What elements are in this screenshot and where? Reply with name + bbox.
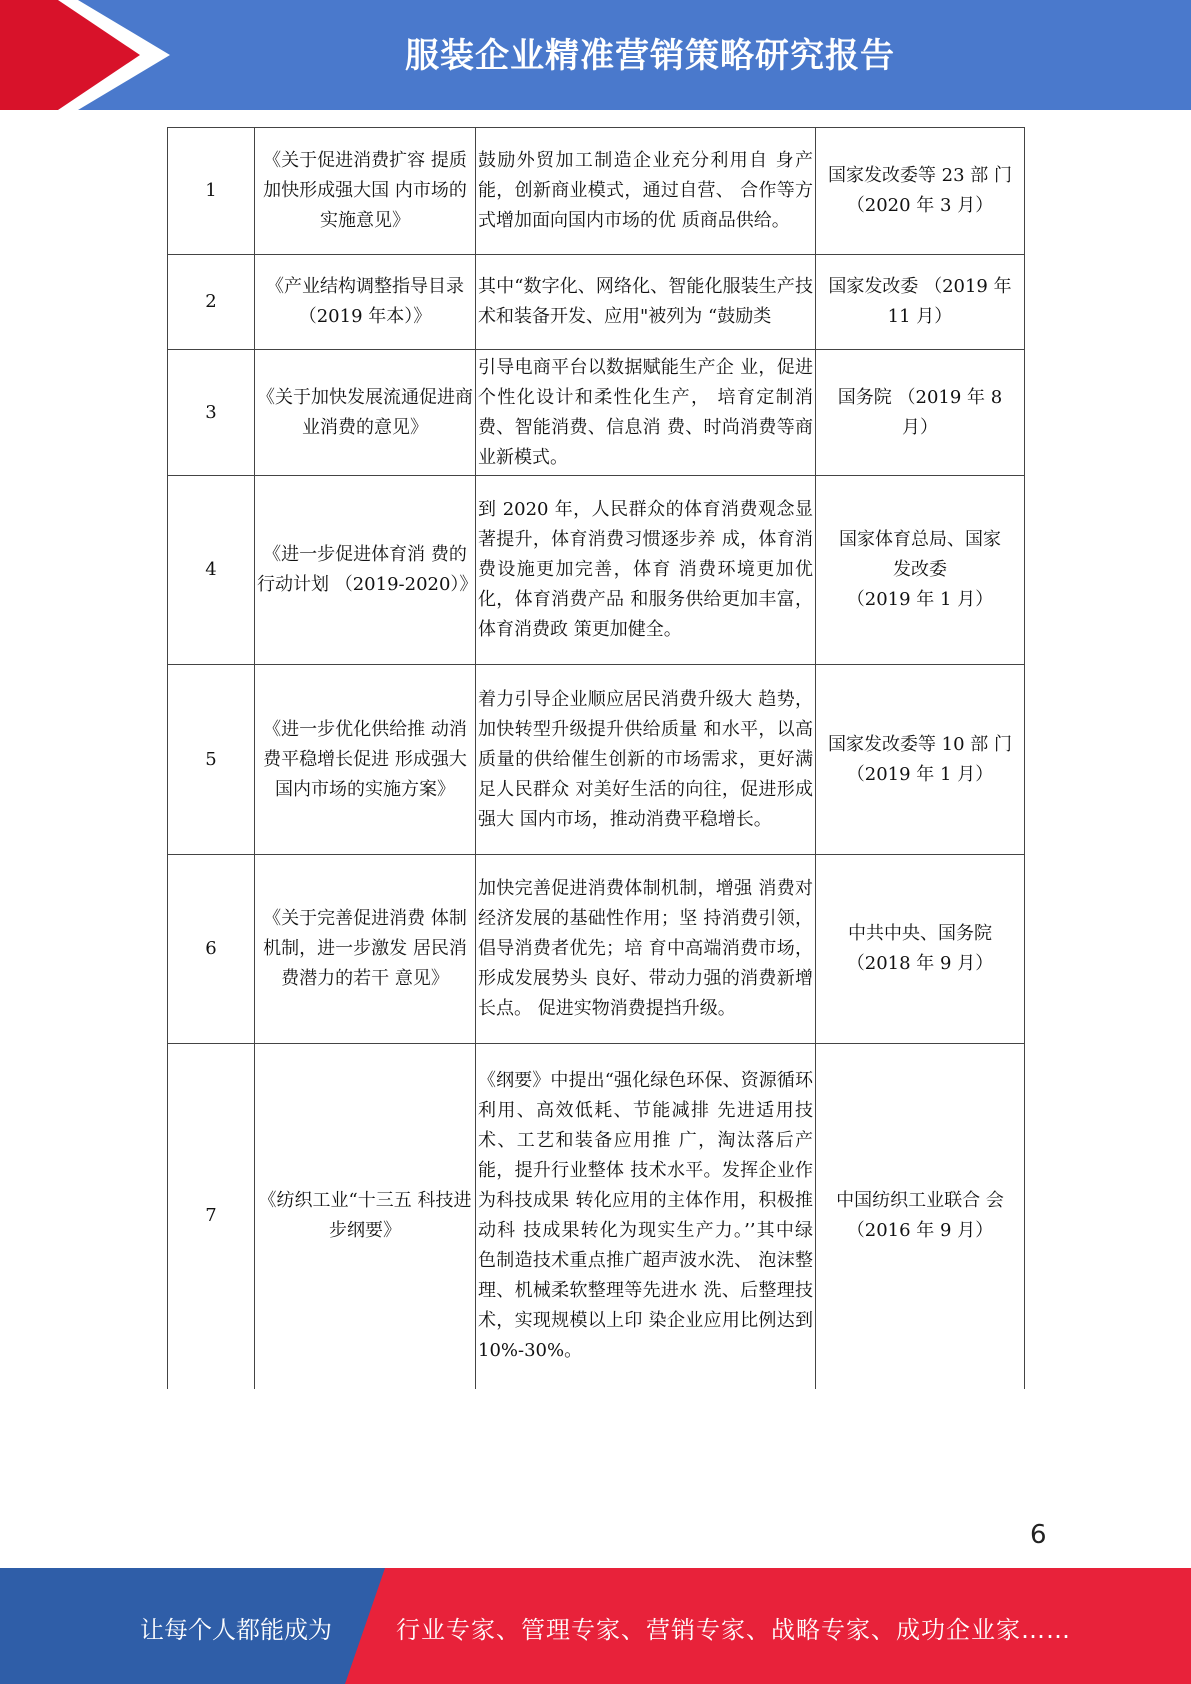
policy-issuer [816,476,1025,665]
row-number: 4 [168,476,255,665]
policy-issuer [816,350,1025,476]
table-row [168,855,1025,1044]
policy-table [167,127,1025,1389]
policy-content: 鼓励外贸加工制造企业充分利用自 身产能，创新商业模式，通过自营、 合作等方式增加面向国内市场的优 质商品供给。 [476,128,816,255]
policy-name: 《关于完善促进消费 体制机制，进一步激发 居民消费潜力的若干 意见》 [255,855,476,1044]
policy-issuer [816,255,1025,350]
issuer-line: 国家发改委 （2019 年 [828,276,1012,297]
policy-issuer [816,1044,1025,1389]
issuer-line: 11 月） [887,306,953,327]
report-title: 服装企业精准营销策略研究报告 [405,36,895,76]
page-footer [0,1568,1191,1684]
policy-content: 到 2020 年，人民群众的体育消费观念显著提升，体育消费习惯逐步养 成，体育消费设施更加完善，体育 消费环境更加优化，体育消费产品 和服务供给更加丰富，体育消费政 策更加健全。 [476,476,816,665]
policy-issuer [816,855,1025,1044]
policy-name: 《进一步促进体育消 费的行动计划 （2019-2020）》 [255,476,476,665]
page-header [0,0,1191,110]
issuer-line: 国家体育总局、国家 [839,529,1001,550]
row-number: 2 [168,255,255,350]
issuer-line: 发改委 [893,559,947,580]
issuer-line: 中共中央、国务院 [848,923,992,944]
issuer-line: 中国纺织工业联合 会 [836,1190,1004,1212]
page-number: 6 [1030,1520,1047,1550]
table-row [168,665,1025,855]
issuer-line: 月） [902,416,938,438]
issuer-line: 国家发改委等 23 部 门 [827,165,1013,186]
issuer-line: （2019 年 1 月） [846,763,994,785]
table-row [168,350,1025,476]
issuer-line: （2020 年 3 月） [846,195,994,216]
footer-slogan-right: 行业专家、管理专家、营销专家、战略专家、成功企业家…… [396,1616,1071,1644]
row-number: 1 [168,128,255,255]
policy-name: 《关于加快发展流通促进商业消费的意见》 [255,350,476,476]
issuer-line: （2016 年 9 月） [846,1220,994,1242]
policy-name: 《进一步优化供给推 动消费平稳增长促进 形成强大国内市场的实施方案》 [255,665,476,855]
policy-name: 《纺织工业“十三五 科技进步纲要》 [255,1044,476,1389]
issuer-line: 国家发改委等 10 部 门 [827,733,1013,755]
policy-issuer [816,128,1025,255]
policy-content: 着力引导企业顺应居民消费升级大 趋势，加快转型升级提升供给质量 和水平，以高质量的供给催生创新的市场需求，更好满足人民群众 对美好生活的向往，促进形成强大 国内市场，推动消费平稳增长。 [476,665,816,855]
row-number: 6 [168,855,255,1044]
issuer-line: （2018 年 9 月） [846,953,994,974]
policy-issuer [816,665,1025,855]
policy-content: 《纲要》中提出“强化绿色环保、资源循环利用、高效低耗、节能减排 先进适用技术、工艺和装备应用推 广，淘汰落后产能，提升行业整体 技术水平。发挥企业作为科技成果 转化应用的主体作用，积极推动科 技成果转化为现实生产力。’’其中绿 色制造技术重点推广超声波水洗、 泡沫整理、机械柔软整理等先进水 洗、后整理技术，实现规模以上印 染企业应用比例达到 10%-30%。 [476,1044,816,1389]
policy-content: 加快完善促进消费体制机制，增强 消费对经济发展的基础性作用；坚 持消费引领，倡导消费者优先；培 育中高端消费市场，形成发展势头 良好、带动力强的消费新增长点。 促进实物消费提挡升级。 [476,855,816,1044]
table-row [168,128,1025,255]
issuer-line: （2019 年 1 月） [846,589,994,610]
issuer-line: 国务院 （2019 年 8 [837,386,1003,408]
policy-name: 《关于促进消费扩容 提质加快形成强大国 内市场的实施意见》 [255,128,476,255]
table-row [168,1044,1025,1389]
policy-name: 《产业结构调整指导目录（2019 年本）》 [255,255,476,350]
table-row [168,476,1025,665]
row-number: 7 [168,1044,255,1389]
policy-content: 引导电商平台以数据赋能生产企 业，促进个性化设计和柔性化生产， 培育定制消费、智能消费、信息消 费、时尚消费等商业新模式。 [476,350,816,476]
row-number: 5 [168,665,255,855]
row-number: 3 [168,350,255,476]
policy-content: 其中“数字化、网络化、智能化服装生产技术和装备开发、应用"被列为 “鼓励类 [476,255,816,350]
footer-slogan-left: 让每个人都能成为 [140,1616,332,1644]
table-row [168,255,1025,350]
